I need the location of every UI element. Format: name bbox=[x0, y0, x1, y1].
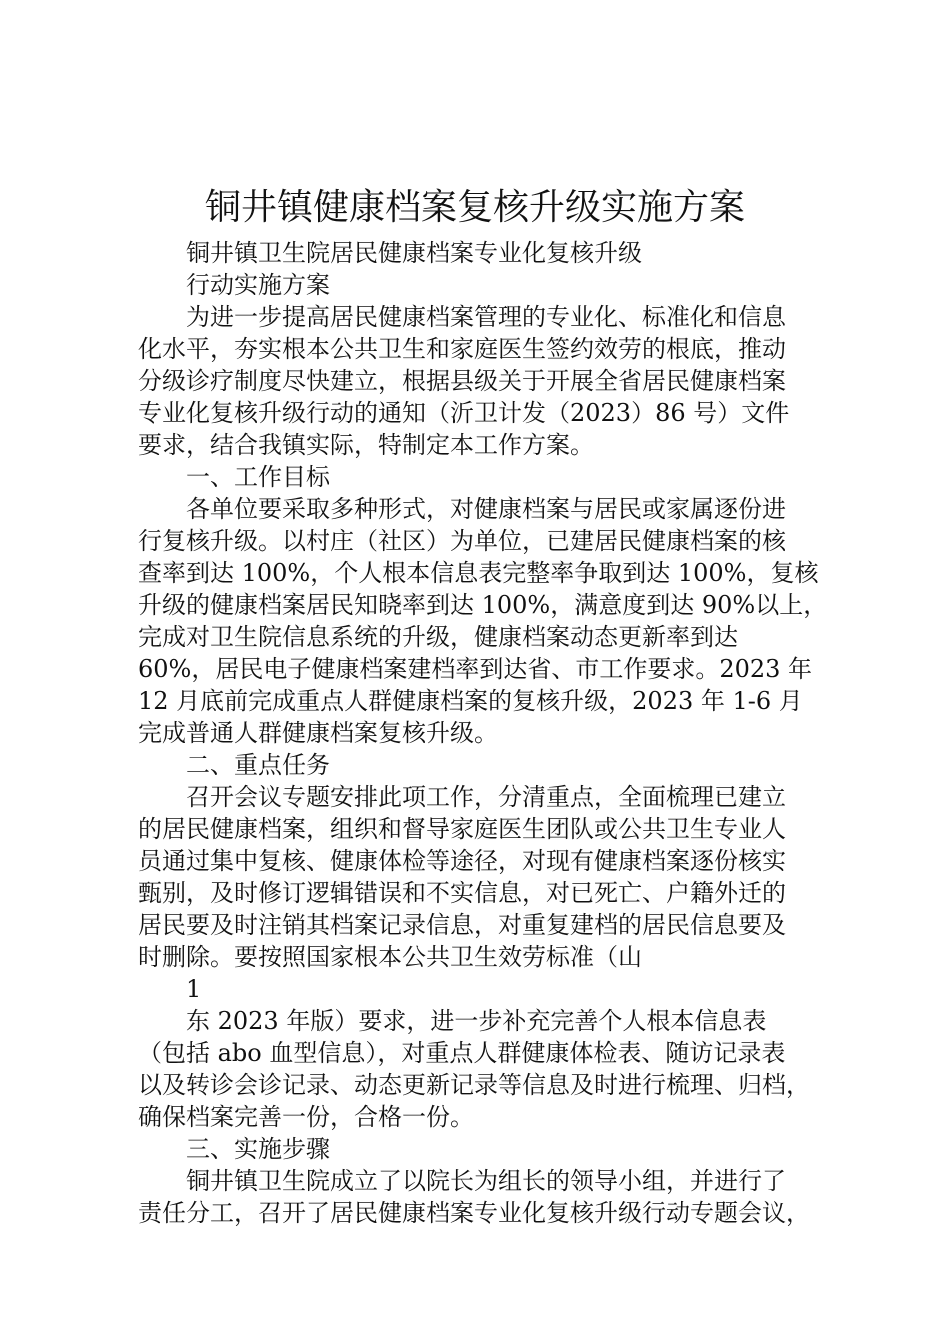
section-heading-steps: 三、实施步骤 bbox=[186, 1135, 330, 1163]
paragraph-line: 各单位要采取多种形式，对健康档案与居民或家属逐份进 bbox=[186, 495, 786, 523]
paragraph-line: 查率到达 100%，个人根本信息表完整率争取到达 100%，复核 bbox=[138, 559, 819, 587]
paragraph-line: 完成对卫生院信息系统的升级，健康档案动态更新率到达 bbox=[138, 623, 738, 651]
paragraph-line: 要求，结合我镇实际，特制定本工作方案。 bbox=[138, 431, 594, 459]
paragraph-line: 为进一步提高居民健康档案管理的专业化、标准化和信息 bbox=[186, 303, 786, 331]
paragraph-line: 以及转诊会诊记录、动态更新记录等信息及时进行梳理、归档， bbox=[138, 1071, 810, 1099]
paragraph-line: 60%，居民电子健康档案建档率到达省、市工作要求。2023 年 bbox=[138, 655, 813, 683]
paragraph-line: 东 2023 年版）要求，进一步补充完善个人根本信息表 bbox=[186, 1007, 767, 1035]
subtitle-line-2: 行动实施方案 bbox=[186, 271, 330, 299]
paragraph-line: 的居民健康档案，组织和督导家庭医生团队或公共卫生专业人 bbox=[138, 815, 786, 843]
paragraph-line: 甄别，及时修订逻辑错误和不实信息，对已死亡、户籍外迁的 bbox=[138, 879, 786, 907]
paragraph-line: 完成普通人群健康档案复核升级。 bbox=[138, 719, 498, 747]
paragraph-line: 行复核升级。以村庄（社区）为单位，已建居民健康档案的核 bbox=[138, 527, 786, 555]
paragraph-line: 化水平，夯实根本公共卫生和家庭医生签约效劳的根底，推动 bbox=[138, 335, 786, 363]
paragraph-line: 铜井镇卫生院成立了以院长为组长的领导小组，并进行了 bbox=[186, 1167, 786, 1195]
paragraph-line: 专业化复核升级行动的通知（沂卫计发（2023）86 号）文件 bbox=[138, 399, 790, 427]
paragraph-line: 时删除。要按照国家根本公共卫生效劳标准（山 bbox=[138, 943, 642, 971]
subtitle-line-1: 铜井镇卫生院居民健康档案专业化复核升级 bbox=[186, 239, 642, 267]
paragraph-line: 12 月底前完成重点人群健康档案的复核升级，2023 年 1-6 月 bbox=[138, 687, 803, 715]
paragraph-line: 升级的健康档案居民知晓率到达 100%，满意度到达 90%以上， bbox=[138, 591, 828, 619]
paragraph-line: 居民要及时注销其档案记录信息，对重复建档的居民信息要及 bbox=[138, 911, 786, 939]
paragraph-line: 确保档案完善一份，合格一份。 bbox=[138, 1103, 474, 1131]
section-heading-tasks: 二、重点任务 bbox=[186, 751, 330, 779]
paragraph-line: （包括 abo 血型信息），对重点人群健康体检表、随访记录表 bbox=[138, 1039, 786, 1067]
page-number: 1 bbox=[186, 975, 202, 1003]
section-heading-goals: 一、工作目标 bbox=[186, 463, 330, 491]
paragraph-line: 分级诊疗制度尽快建立，根据县级关于开展全省居民健康档案 bbox=[138, 367, 786, 395]
paragraph-line: 召开会议专题安排此项工作，分清重点，全面梳理已建立 bbox=[186, 783, 786, 811]
paragraph-line: 责任分工，召开了居民健康档案专业化复核升级行动专题会议， bbox=[138, 1199, 810, 1227]
paragraph-line: 员通过集中复核、健康体检等途径，对现有健康档案逐份核实 bbox=[138, 847, 786, 875]
document-title: 铜井镇健康档案复核升级实施方案 bbox=[204, 187, 745, 228]
